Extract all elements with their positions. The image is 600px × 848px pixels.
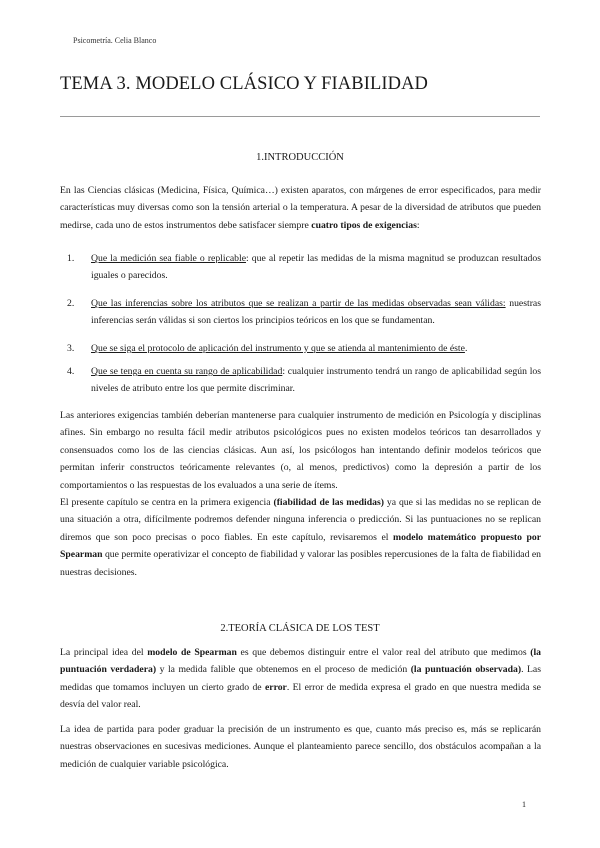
- body-paragraph: El presente capítulo se centra en la primera exigencia (fiabilidad de las medidas) ya que si las medidas no se replican de una situación a otra, difícilmente podremos defender ninguna inferencia o predicción. Si las puntuaciones no se replican diremos que son poco precisas o poco fiables. En este capítulo, revisaremos el modelo matemático propuesto por Spearman que permite operativizar el concepto de fiabilidad y valorar las posibles repercusiones de la falta de fiabilidad en nuestras decisiones.: [60, 497, 541, 578]
- list-item: 4. Que se tenga en cuenta su rango de aplicabilidad: cualquier instrumento tendrá un rango de aplicabilidad según los niveles de atributo entre los que permite discriminar.: [67, 366, 541, 395]
- running-header: Psicometría. Celia Blanco: [73, 36, 157, 45]
- body-paragraph: Las anteriores exigencias también deberían mantenerse para cualquier instrumento de medición en Psicología y disciplinas afines. Sin embargo no resulta fácil medir atributos psicológicos pues no existen modelos teóricos tan desarrollados y consensuados como los de las ciencias clásicas. Aun así, los psicólogos han intentando definir modelos teóricos que permitan inferir constructos teóricamente relevantes (o, al menos, predictivos) como la depresión a partir de los comportamientos o las respuestas de los evaluados a una serie de ítems.: [60, 410, 541, 491]
- list-item: 3. Que se siga el protocolo de aplicación del instrumento y que se atienda al mantenimiento de éste.: [67, 343, 468, 354]
- page-number: 1: [522, 800, 526, 809]
- list-item: 2. Que las inferencias sobre los atributos que se realizan a partir de las medidas observadas sean válidas: nuestras inferencias serán válidas si son ciertos los principios teóricos en los que se fundamentan.: [67, 298, 541, 327]
- body-paragraph: La idea de partida para poder graduar la precisión de un instrumento es que, cuanto más preciso es, más se replicarán nuestras observaciones en sucesivas mediciones. Aunque el planteamiento parece sencillo, dos obstáculos acompañan a la medición de cualquier variable psicológica.: [60, 724, 541, 770]
- section-heading-teoria-clasica: 2.TEORÍA CLÁSICA DE LOS TEST: [220, 623, 380, 634]
- list-item: 1. Que la medición sea fiable o replicable: que al repetir las medidas de la misma magnitud se produzcan resultados iguales o parecidos.: [67, 253, 542, 282]
- intro-paragraph: En las Ciencias clásicas (Medicina, Física, Química…) existen aparatos, con márgenes de error especificados, para medir características muy diversas como son la tensión arterial o la temperatura. A pesar de la diversidad de atributos que pueden medirse, cada uno de estos instrumentos debe satisfacer siempre cuatro tipos de exigencias:: [60, 185, 541, 231]
- document-title: TEMA 3. MODELO CLÁSICO Y FIABILIDAD: [60, 74, 429, 94]
- body-paragraph: La principal idea del modelo de Spearman es que debemos distinguir entre el valor real del atributo que medimos (la puntuación verdadera) y la medida falible que obtenemos en el proceso de medición (la puntuación observada). Las medidas que tomamos incluyen un cierto grado de error. El error de medida expresa el grado en que nuestra medida se desvía del valor real.: [60, 647, 542, 711]
- title-divider: [60, 116, 540, 117]
- section-heading-introduccion: 1.INTRODUCCIÓN: [256, 152, 344, 163]
